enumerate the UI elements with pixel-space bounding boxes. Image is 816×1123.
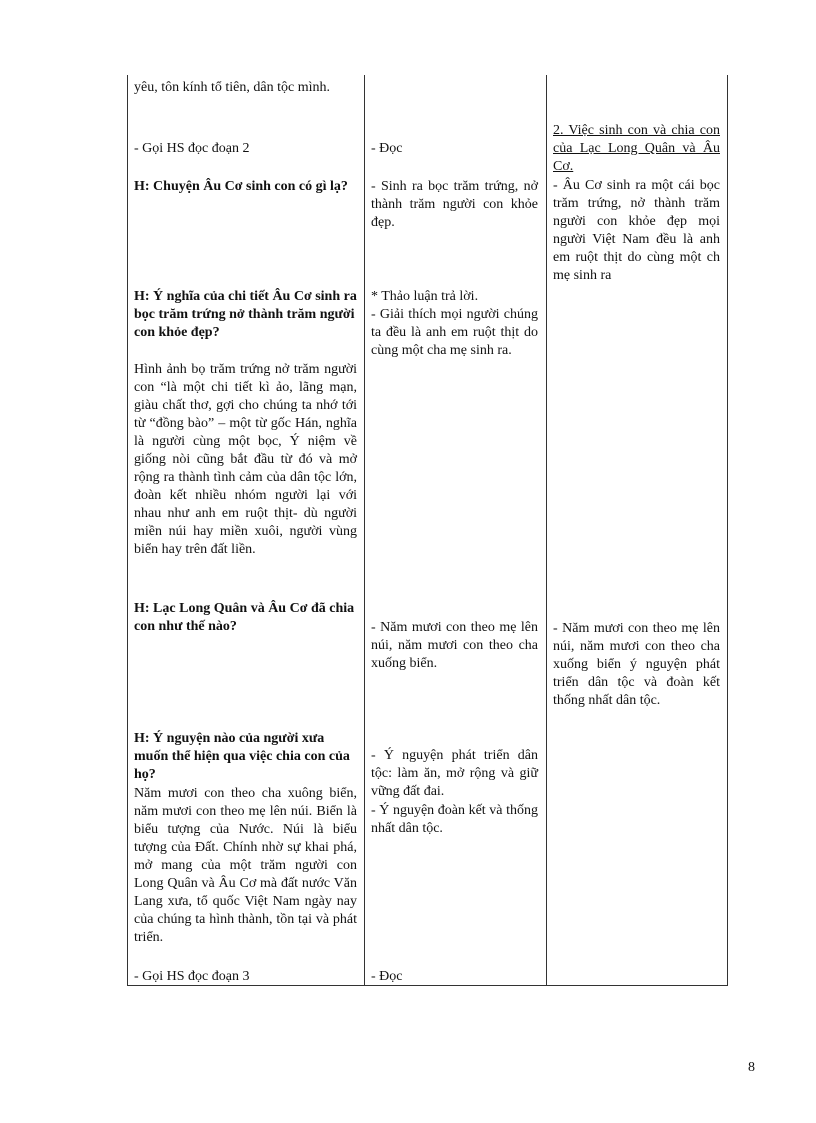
- col2-answer-1: - Sinh ra bọc trăm trứng, nở thành trăm người con khỏe đẹp.: [371, 179, 538, 230]
- col3-note-2: - Năm mươi con theo mẹ lên núi, năm mươi con theo cha xuống biển ý nguyện phát triển dân tộc và đoàn kết thống nhất dân tộc.: [553, 621, 720, 708]
- col1-question-1: H: Chuyện Âu Cơ sinh con có gì lạ?: [134, 179, 348, 194]
- table-border-right: [727, 75, 728, 985]
- table-divider-1: [364, 75, 365, 985]
- col1-question-4: H: Ý nguyện nào của người xưa muốn thể hiện qua việc chia con của họ?: [134, 731, 350, 782]
- col2-read-2: - Đọc: [371, 969, 403, 984]
- col1-explanation-1: Hình ảnh bọ trăm trứng nở trăm người con “là một chi tiết kì ảo, lãng mạn, giàu chất thơ, gợi cho chúng ta nhớ tới từ “đồng bào” – một từ gốc Hán, nghĩa là người cùng một bọc, Ý niệm về giống nòi cũng bắt đầu từ đó và mở rộng ra thành tình cảm của dân tộc lớn, đoàn kết nhiều nhóm người lại với nhau như anh em ruột thịt- dù người miền núi hay miền xuôi, người vùng biển hay trên đất liền.: [134, 362, 357, 557]
- col3-note-1: - Âu Cơ sinh ra một cái bọc trăm trứng, nở thành trăm người con khỏe đẹp mọi người Việt Nam đều là anh em ruột thịt do cùng một ch mẹ sinh ra: [553, 178, 720, 283]
- col1-call-student-3: - Gọi HS đọc đoạn 3: [134, 969, 250, 984]
- col1-question-3: H: Lạc Long Quân và Âu Cơ đã chia con như thế nào?: [134, 601, 355, 634]
- table-divider-2: [546, 75, 547, 985]
- col2-answer-4a: - Ý nguyện phát triển dân tộc: làm ăn, mở rộng và giữ vững đất đai.: [371, 748, 538, 799]
- col1-call-student-2: - Gọi HS đọc đoạn 2: [134, 141, 250, 156]
- col2-read-1: - Đọc: [371, 141, 403, 156]
- col2-answer-2: - Giải thích mọi người chúng ta đều là anh em ruột thịt do cùng một cha mẹ sinh ra.: [371, 307, 538, 358]
- col2-answer-4b: - Ý nguyện đoàn kết và thống nhất dân tộc.: [371, 803, 538, 836]
- col1-question-2: H: Ý nghĩa của chi tiết Âu Cơ sinh ra bọc trăm trứng nở thành trăm người con khỏe đẹp?: [134, 289, 357, 340]
- col1-continuation: yêu, tôn kính tổ tiên, dân tộc mình.: [134, 80, 330, 95]
- col1-explanation-2: Năm mươi con theo cha xuông biển, năm mươi con theo mẹ lên núi. Biển là biểu tượng của Nước. Núi là biểu tượng của Đất. Chính nhờ sự khai phá, mở mang của một trăm người con Long Quân và Âu Cơ mà đất nước Văn Lang xưa, tổ quốc Việt Nam ngày nay của chúng ta hình thành, tồn tại và phát triển.: [134, 786, 357, 945]
- col2-discussion-title: * Thảo luận trả lời.: [371, 289, 479, 304]
- page-number: 8: [748, 1060, 755, 1075]
- table-border-left: [127, 75, 128, 985]
- col3-section-heading: 2. Việc sinh con và chia con của Lạc Long Quân và Âu Cơ.: [553, 123, 720, 174]
- col2-answer-3: - Năm mươi con theo mẹ lên núi, năm mươi con theo cha xuống biển.: [371, 620, 538, 671]
